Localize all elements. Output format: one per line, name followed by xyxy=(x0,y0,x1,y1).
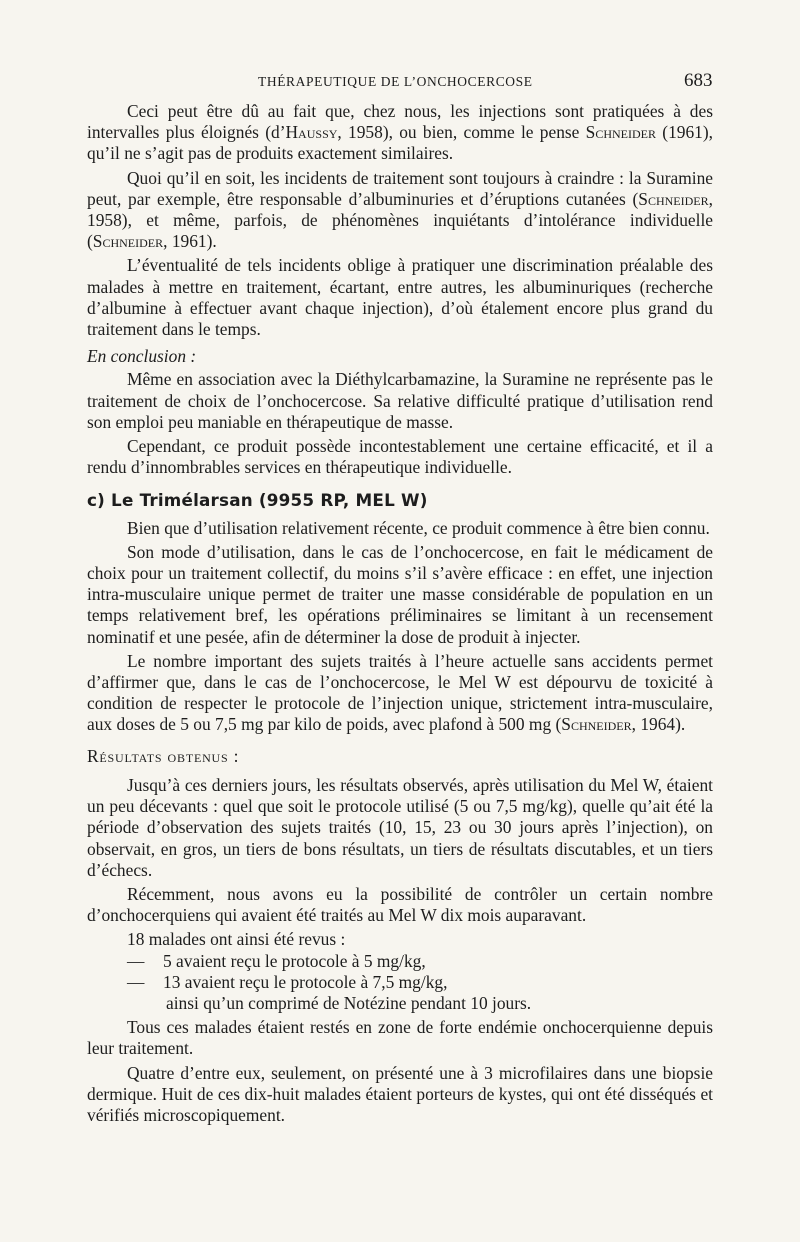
paragraph: Son mode d’utilisation, dans le cas de l’onchocercose, en fait le médicament de choix pour un traitement collectif, du moins s’il s’avère efficace : en effet, une injection intra-musculaire unique permet de traiter une masse considérable de population en un temps relativement bref, les opérations préliminaires se limitant à un recensement nominatif et une pesée, afin de déterminer la dose de produit à injecter. xyxy=(87,541,713,647)
paragraph: L’éventualité de tels incidents oblige à pratiquer une discrimination préalable des malades à mettre en traitement, écartant, entre autres, les albuminuriques (recherche d’albumine à effectuer avant chaque injection), d’où étalement encore plus grand du traitement dans le temps. xyxy=(87,255,713,340)
paragraph: Tous ces malades étaient restés en zone de forte endémie onchocerquienne depuis leur traitement. xyxy=(87,1017,713,1059)
author-citation: Schneider xyxy=(638,188,709,209)
text-run: , 1958), ou bien, comme le pense xyxy=(337,122,586,143)
text-run: , 1961). xyxy=(163,231,217,252)
dash-marker: — xyxy=(127,971,145,992)
text-run: , 1958), et même, parfois, de phénomènes inquiétants d’intolérance individuelle ( xyxy=(87,188,713,252)
paragraph: Quatre d’entre eux, seulement, on présenté une à 3 microfilaires dans une biopsie dermique. Huit de ces dix-huit malades étaient porteurs de kystes, qui ont été disséqués et vérifiés microscopiquement. xyxy=(87,1062,713,1125)
author-citation: Haussy xyxy=(285,122,338,143)
body-text xyxy=(87,101,713,1129)
text-run: Ceci peut être dû au fait que, chez nous, les injections sont pratiquées à des intervalles plus éloignés (d’ xyxy=(87,101,713,143)
list-item-continuation: ainsi qu’un comprimé de Notézine pendant 10 jours. xyxy=(166,992,532,1013)
author-citation: Schneider xyxy=(585,122,656,143)
list-item xyxy=(87,972,713,993)
section-heading: c) Le Trimélarsan (9955 RP, MEL W) xyxy=(87,490,428,511)
running-title: THÉRAPEUTIQUE DE L’ONCHOCERCOSE xyxy=(258,74,533,89)
text-run: Quoi qu’il en soit, les incidents de traitement sont toujours à craindre : la Suramine peut, par exemple, être responsable d’albuminuries et d’éruptions cutanées ( xyxy=(87,167,713,209)
list-intro xyxy=(87,929,713,950)
paragraph xyxy=(87,651,713,736)
results-heading: Résultats obtenus : xyxy=(87,745,240,766)
author-citation: Schneider xyxy=(92,231,164,252)
text-run: Le nombre important des sujets traités à l’heure actuelle sans accidents permet d’affirmer que, dans le cas de l’onchocercose, le Mel W est dépourvu de toxicité à condition de respecter le protocole de l’injection unique, strictement intra-musculaire, aux doses de 5 ou 7,5 mg par kilo de poids, avec plafond à 500 mg ( xyxy=(87,650,713,735)
page-header xyxy=(0,70,800,96)
paragraph: Bien que d’utilisation relativement récente, ce produit commence à être bien connu. xyxy=(127,517,710,538)
text-run: (1961), qu’il ne s’agit pas de produits exactement similaires. xyxy=(87,122,713,164)
conclusion-heading: En conclusion : xyxy=(87,346,197,367)
paragraph: Récemment, nous avons eu la possibilité de contrôler un certain nombre d’onchocerquiens qui avaient été traités au Mel W dix mois auparavant. xyxy=(87,883,713,926)
dash-marker: — xyxy=(127,950,145,971)
author-citation: Schneider xyxy=(561,714,632,735)
paragraph xyxy=(87,168,713,253)
paragraph xyxy=(87,101,713,165)
page-number: 683 xyxy=(684,70,713,91)
list-item-text: 13 avaient reçu le protocole à 7,5 mg/kg, xyxy=(163,971,448,992)
text-run: , 1964). xyxy=(631,714,686,735)
paragraph: Jusqu’à ces derniers jours, les résultats observés, après utilisation du Mel W, étaient un peu décevants : quel que soit le protocole utilisé (5 ou 7,5 mg/kg), quelle qu’ait été la période d’observation des sujets traités (10, 15, 23 ou 30 jours après l’injection), on observait, en gros, un tiers de bons résultats, un tiers de résultats discutables, et un tiers d’échecs. xyxy=(87,774,713,880)
list-item xyxy=(87,951,713,972)
patient-list xyxy=(87,929,713,1014)
paragraph: Même en association avec la Diéthylcarbamazine, la Suramine ne représente pas le traitement de choix de l’onchocercose. Sa relative difficulté pratique d’utilisation rend son emploi peu maniable en thérapeutique de masse. xyxy=(87,369,713,432)
paragraph: Cependant, ce produit possède incontestablement une certaine efficacité, et il a rendu d’innombrables services en thérapeutique individuelle. xyxy=(87,436,713,478)
list-item-text: 5 avaient reçu le protocole à 5 mg/kg, xyxy=(163,950,426,971)
list-intro-text: 18 malades ont ainsi été revus : xyxy=(127,929,346,950)
